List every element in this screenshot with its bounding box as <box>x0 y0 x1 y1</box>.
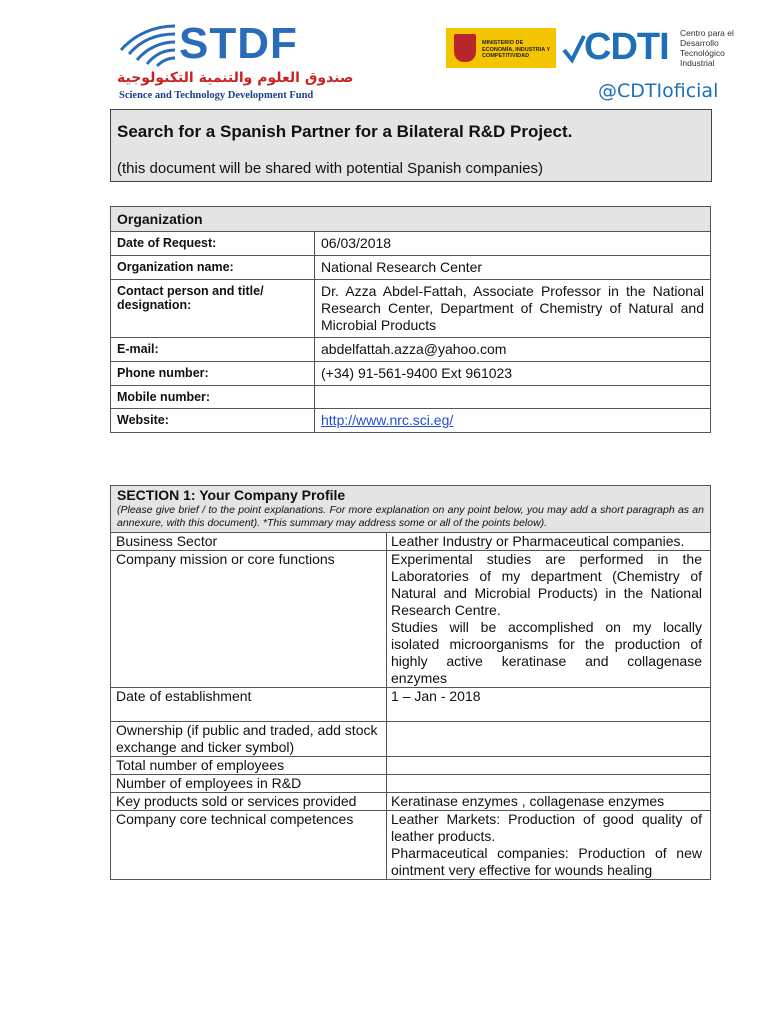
table-row <box>111 232 711 256</box>
table-row <box>111 409 711 433</box>
table-row <box>111 386 711 409</box>
field-label: E-mail: <box>111 338 315 362</box>
section-header-cell <box>111 486 711 533</box>
cdti-subtitle <box>680 28 740 68</box>
field-label: Business Sector <box>111 533 387 551</box>
phone-number-value: (+34) 91-561-9400 Ext 961023 <box>315 362 711 386</box>
website-link[interactable]: http://www.nrc.sci.eg/ <box>321 412 454 428</box>
email-value: abdelfattah.azza@yahoo.com <box>315 338 711 362</box>
field-label: Phone number: <box>111 362 315 386</box>
stdf-wordmark: STDF <box>179 19 298 68</box>
field-label: Contact person and title/ designation: <box>111 280 315 338</box>
field-label: Organization name: <box>111 256 315 280</box>
table-row <box>111 722 711 757</box>
table-row <box>111 280 711 338</box>
stdf-arabic-name: صندوق العلوم والتنمية التكنولوجية <box>117 70 354 86</box>
title-box <box>110 109 712 182</box>
date-of-establishment-value: 1 – Jan - 2018 <box>387 688 711 722</box>
table-row <box>111 256 711 280</box>
mobile-number-value <box>315 386 711 409</box>
organization-table <box>110 206 711 433</box>
business-sector-value: Leather Industry or Pharmaceutical companies. <box>387 533 711 551</box>
cdti-subtitle-line: Tecnológico <box>680 48 725 58</box>
spain-ministry-logo <box>446 28 556 68</box>
table-row <box>111 793 711 811</box>
document-title: Search for a Spanish Partner for a Bilateral R&D Project. <box>117 122 573 141</box>
organization-name-value: National Research Center <box>315 256 711 280</box>
organization-header-row <box>111 207 711 232</box>
table-row <box>111 775 711 793</box>
stdf-english-name: Science and Technology Development Fund <box>119 90 314 101</box>
key-products-value: Keratinase enzymes , collagenase enzymes <box>387 793 711 811</box>
cdti-wordmark: CDTI <box>584 26 669 68</box>
section-note: (Please give brief / to the point explanations. For more explanation on any point below, you may add a short paragraph as an annexure, with this document). *This summary may address some or all of the points below). <box>117 504 704 529</box>
website-cell <box>315 409 711 433</box>
stdf-logo <box>115 18 354 102</box>
rd-employees-value <box>387 775 711 793</box>
field-label: Company core technical competences <box>111 811 387 880</box>
cdti-subtitle-line: Desarrollo <box>680 38 719 48</box>
ownership-value <box>387 722 711 757</box>
cdti-logo <box>562 24 734 74</box>
section-title: SECTION 1: Your Company Profile <box>117 487 346 503</box>
cdti-subtitle-line: Centro para el <box>680 28 734 38</box>
field-label: Mobile number: <box>111 386 315 409</box>
stdf-swoosh-icon <box>115 20 177 68</box>
mission-value: Experimental studies are performed in the Laboratories of my department (Chemistry of Natural and Microbial Products) in the National Research Centre. Studies will be accomplished on my locally isolated microorganisms for the production of highly active keratinase and collagenase enzymes <box>387 551 711 688</box>
section-header-row <box>111 486 711 533</box>
cdti-check-icon <box>562 34 586 64</box>
cdti-social-handle: @CDTIoficial <box>598 80 719 102</box>
table-row <box>111 338 711 362</box>
cdti-subtitle-line: Industrial <box>680 58 715 68</box>
field-label: Ownership (if public and traded, add stock exchange and ticker symbol) <box>111 722 387 757</box>
table-row <box>111 551 711 688</box>
field-label: Company mission or core functions <box>111 551 387 688</box>
company-profile-table <box>110 485 711 880</box>
organization-heading: Organization <box>111 207 711 232</box>
table-row <box>111 688 711 722</box>
field-label: Date of Request: <box>111 232 315 256</box>
field-label: Website: <box>111 409 315 433</box>
table-row <box>111 533 711 551</box>
table-row <box>111 811 711 880</box>
date-of-request-value: 06/03/2018 <box>315 232 711 256</box>
field-label: Key products sold or services provided <box>111 793 387 811</box>
total-employees-value <box>387 757 711 775</box>
ministry-name: MINISTERIO DE ECONOMÍA, INDUSTRIA Y COMPETITIVIDAD <box>482 40 551 59</box>
field-label: Total number of employees <box>111 757 387 775</box>
document-subtitle: (this document will be shared with potential Spanish companies) <box>117 160 544 177</box>
contact-person-value: Dr. Azza Abdel-Fattah, Associate Professor in the National Research Center, Department of Chemistry of Natural and Microbial Products <box>315 280 711 338</box>
spain-coat-of-arms-icon <box>454 34 476 62</box>
table-row <box>111 757 711 775</box>
table-row <box>111 362 711 386</box>
field-label: Number of employees in R&D <box>111 775 387 793</box>
field-label: Date of establishment <box>111 688 387 722</box>
core-competences-value: Leather Markets: Production of good quality of leather products. Pharmaceutical companies: Production of new ointment very effective for wounds healing <box>387 811 711 880</box>
